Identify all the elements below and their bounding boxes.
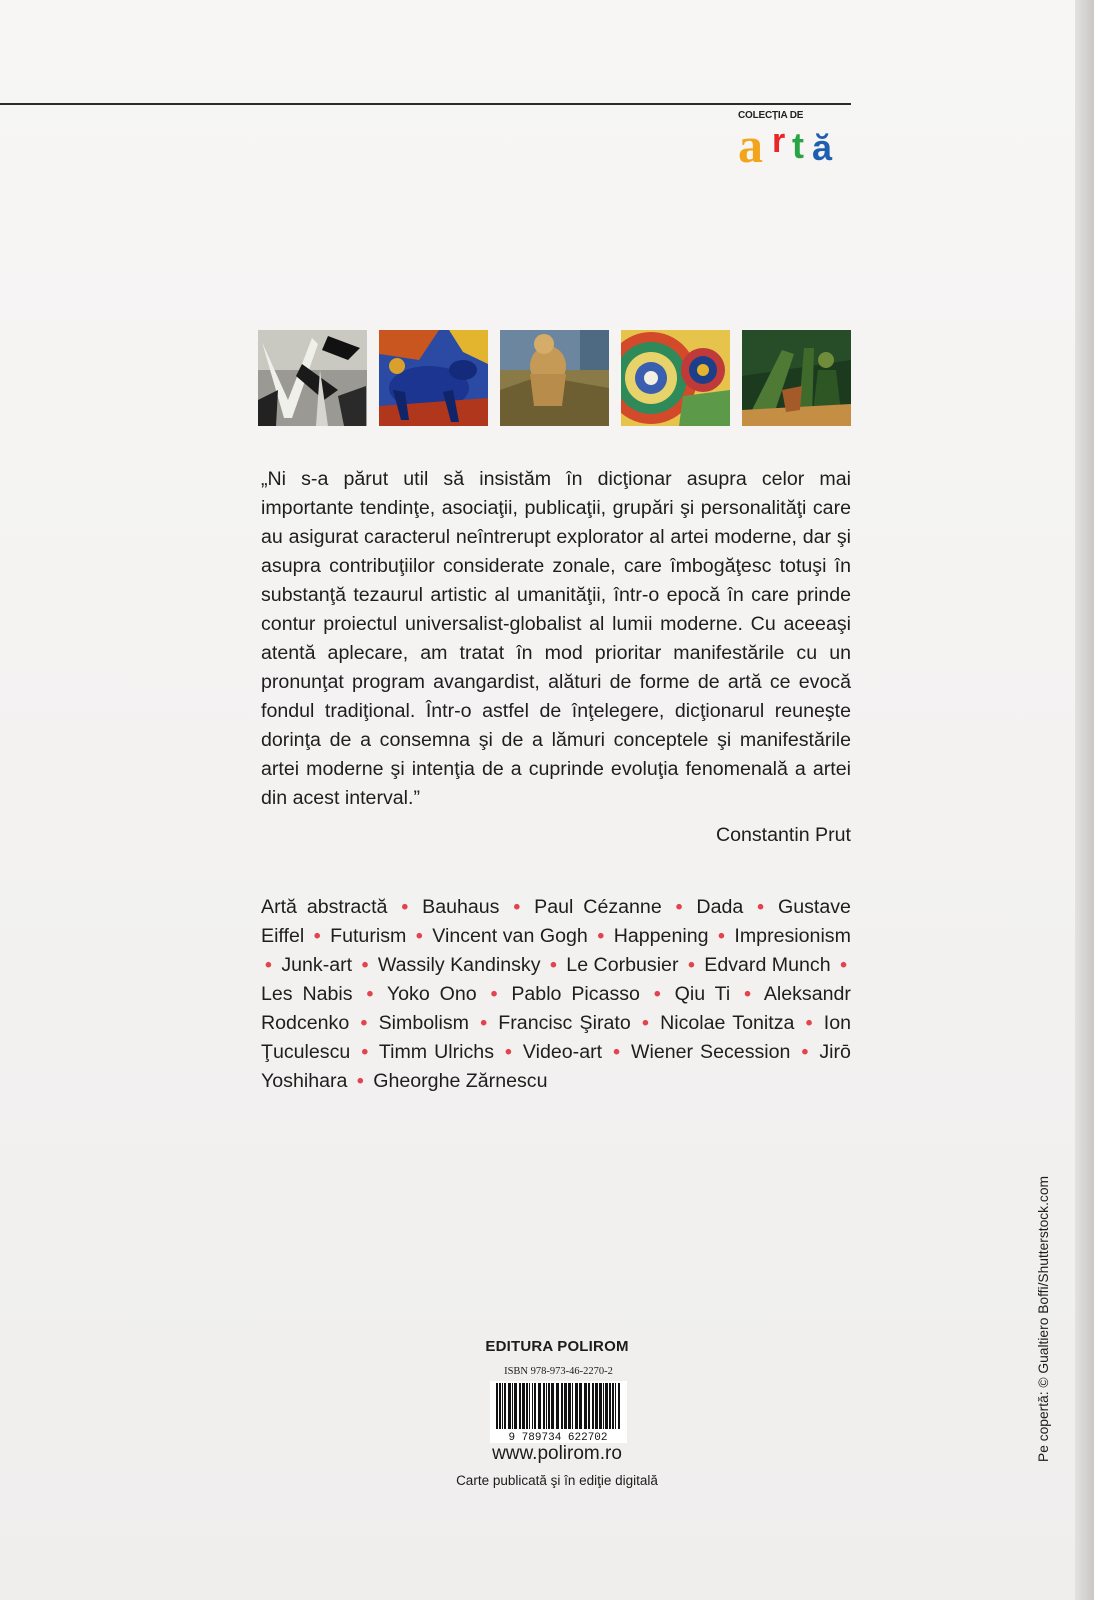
barcode-bar <box>499 1383 501 1429</box>
topic-separator-dot: • <box>360 1012 368 1034</box>
topic-item: Gustave Eiffel <box>261 896 851 947</box>
topic-item: Edvard Munch <box>704 954 831 976</box>
topics-list <box>261 893 851 1096</box>
topic-item: Artă abstractă <box>261 896 388 918</box>
topic-separator-dot: • <box>801 1041 809 1063</box>
digital-edition-note: Carte publicată şi în ediţie digitală <box>456 1473 658 1488</box>
topic-item: Vincent van Gogh <box>432 925 588 947</box>
barcode-bar <box>526 1383 528 1429</box>
topic-item: Jirō Yoshihara <box>261 1041 851 1092</box>
topic-item: Nicolae Tonitza <box>660 1012 795 1034</box>
topic-item: Wassily Kandinsky <box>377 954 541 976</box>
barcode-bar <box>548 1383 550 1429</box>
topic-item: Aleksandr Rodcenko <box>261 983 851 1034</box>
svg-text:ă: ă <box>812 127 833 168</box>
topic-separator-dot: • <box>718 925 725 947</box>
barcode-bar <box>579 1383 582 1429</box>
topic-separator-dot: • <box>641 1012 649 1034</box>
thumbnail-dark-figures <box>742 330 851 426</box>
topic-item: Impresionism <box>734 925 851 947</box>
isbn-barcode <box>490 1381 627 1443</box>
topic-separator-dot: • <box>356 1070 364 1092</box>
barcode-bar <box>538 1383 541 1429</box>
barcode-bar <box>496 1383 498 1429</box>
barcode-bar <box>564 1383 567 1429</box>
barcode-bar <box>588 1383 590 1429</box>
topic-separator-dot: • <box>265 954 272 976</box>
barcode-bar <box>556 1383 559 1429</box>
quote-author: Constantin Prut <box>715 824 851 846</box>
barcode-bar <box>546 1383 547 1429</box>
editorial-quote: „Ni s-a părut util să insistăm în dicţionar asupra celor mai importante tendinţe, asociaţii, publicaţii, grupări şi personalităţi care au asigurat caracterul neîntrerupt explorator al artei moderne, dar şi asupra contribuţiilor considerate zonale, care îmbogăţesc totuşi în substanţă tezaurul artistic al umanităţii, într-o epocă în care prinde contur proiectul universalist-globalist al lumii moderne. Cu aceeaşi atentă aplecare, am tratat în mod prioritar manifestările cu un pronunţat program avangardist, alături de forme de artă ce evocă fondul tradiţional. Într-o astfel de înţelegere, dicţionarul reuneşte dorinţa de a consemna şi de a lămuri conceptele şi manifestările artei moderne şi intenţia de a cuprinde evoluţia fenomenală a artei din acest interval.” <box>261 468 851 809</box>
thumbnail-figure <box>500 330 609 426</box>
topic-separator-dot: • <box>613 1041 620 1063</box>
barcode-bar <box>543 1383 545 1429</box>
barcode-bar <box>584 1383 587 1429</box>
topic-item: Yoko Ono <box>386 983 477 1005</box>
topic-separator-dot: • <box>490 983 498 1005</box>
publisher-url: www.polirom.ro <box>492 1443 622 1464</box>
topic-separator-dot: • <box>840 954 847 976</box>
barcode-bar <box>508 1383 511 1429</box>
topic-separator-dot: • <box>549 954 557 976</box>
thumbnail-circles <box>621 330 730 426</box>
topic-separator-dot: • <box>757 896 765 918</box>
barcode-bar <box>561 1383 563 1429</box>
barcode-bar <box>522 1383 525 1429</box>
topic-separator-dot: • <box>480 1012 488 1034</box>
topic-separator-dot: • <box>401 896 409 918</box>
svg-text:r: r <box>772 122 786 160</box>
svg-text:t: t <box>792 125 804 166</box>
topic-separator-dot: • <box>513 896 521 918</box>
series-label-small: COLECȚIA DE <box>738 110 804 121</box>
barcode-bar <box>609 1383 611 1429</box>
series-logo <box>738 110 850 168</box>
publisher-name: EDITURA POLIROM <box>485 1338 629 1355</box>
barcode-bar <box>618 1383 620 1429</box>
topic-item: Qiu Ti <box>674 983 731 1005</box>
barcode-bar <box>519 1383 521 1429</box>
top-rule <box>0 103 851 105</box>
topic-separator-dot: • <box>361 1041 369 1063</box>
isbn-number: ISBN 978-973-46-2270-2 <box>504 1366 613 1377</box>
topic-separator-dot: • <box>653 983 661 1005</box>
topic-item: Gheorghe Zărnescu <box>373 1070 548 1092</box>
barcode-bar <box>514 1383 517 1429</box>
barcode-bar <box>575 1383 578 1429</box>
topic-separator-dot: • <box>805 1012 813 1034</box>
topic-separator-dot: • <box>415 925 423 947</box>
barcode-bar <box>534 1383 536 1429</box>
barcode-bar <box>605 1383 608 1429</box>
topic-item: Bauhaus <box>422 896 500 918</box>
barcode-bar <box>603 1383 604 1429</box>
barcode-bar <box>512 1383 513 1429</box>
topic-item: Futurism <box>330 925 407 947</box>
thumbnail-blue-horses <box>379 330 488 426</box>
barcode-bar <box>599 1383 602 1429</box>
barcode-bar <box>532 1383 533 1429</box>
barcode-bar <box>615 1383 616 1429</box>
topic-item: Junk-art <box>281 954 353 976</box>
barcode-bar <box>612 1383 614 1429</box>
topic-item: Paul Cézanne <box>534 896 662 918</box>
topic-item: Francisc Şirato <box>498 1012 631 1034</box>
barcode-bar <box>551 1383 554 1429</box>
barcode-digits: 9 789734 622702 <box>508 1432 608 1443</box>
topic-item: Wiener Secession <box>630 1041 791 1063</box>
barcode-bar <box>568 1383 571 1429</box>
topic-item: Video-art <box>522 1041 603 1063</box>
topic-item: Le Corbusier <box>566 954 679 976</box>
barcode-bar <box>529 1383 530 1429</box>
topic-separator-dot: • <box>744 983 751 1005</box>
cover-credit: Pe copertă: © Gualtiero Boffi/Shutterstock.com <box>1036 1176 1051 1462</box>
topic-separator-dot: • <box>505 1041 512 1063</box>
topic-separator-dot: • <box>597 925 605 947</box>
barcode-bar <box>592 1383 594 1429</box>
book-spine-edge <box>1075 0 1094 1600</box>
topic-separator-dot: • <box>361 954 369 976</box>
topic-separator-dot: • <box>687 954 695 976</box>
topic-item: Timm Ulrichs <box>378 1041 494 1063</box>
topic-separator-dot: • <box>675 896 683 918</box>
thumbnail-abstract <box>258 330 367 426</box>
barcode-bar <box>502 1383 503 1429</box>
topic-item: Les Nabis <box>261 983 353 1005</box>
svg-text:a: a <box>738 118 763 170</box>
barcode-bar <box>572 1383 573 1429</box>
topic-separator-dot: • <box>366 983 374 1005</box>
topic-item: Happening <box>613 925 709 947</box>
barcode-bar <box>595 1383 598 1429</box>
topic-item: Dada <box>696 896 744 918</box>
topic-item: Pablo Picasso <box>511 983 640 1005</box>
topic-item: Ion Ţuculescu <box>261 1012 851 1063</box>
artwork-thumbnails <box>258 330 851 426</box>
topic-separator-dot: • <box>313 925 321 947</box>
series-logo-mark <box>738 118 850 170</box>
barcode-bar <box>504 1383 506 1429</box>
topic-item: Simbolism <box>378 1012 469 1034</box>
